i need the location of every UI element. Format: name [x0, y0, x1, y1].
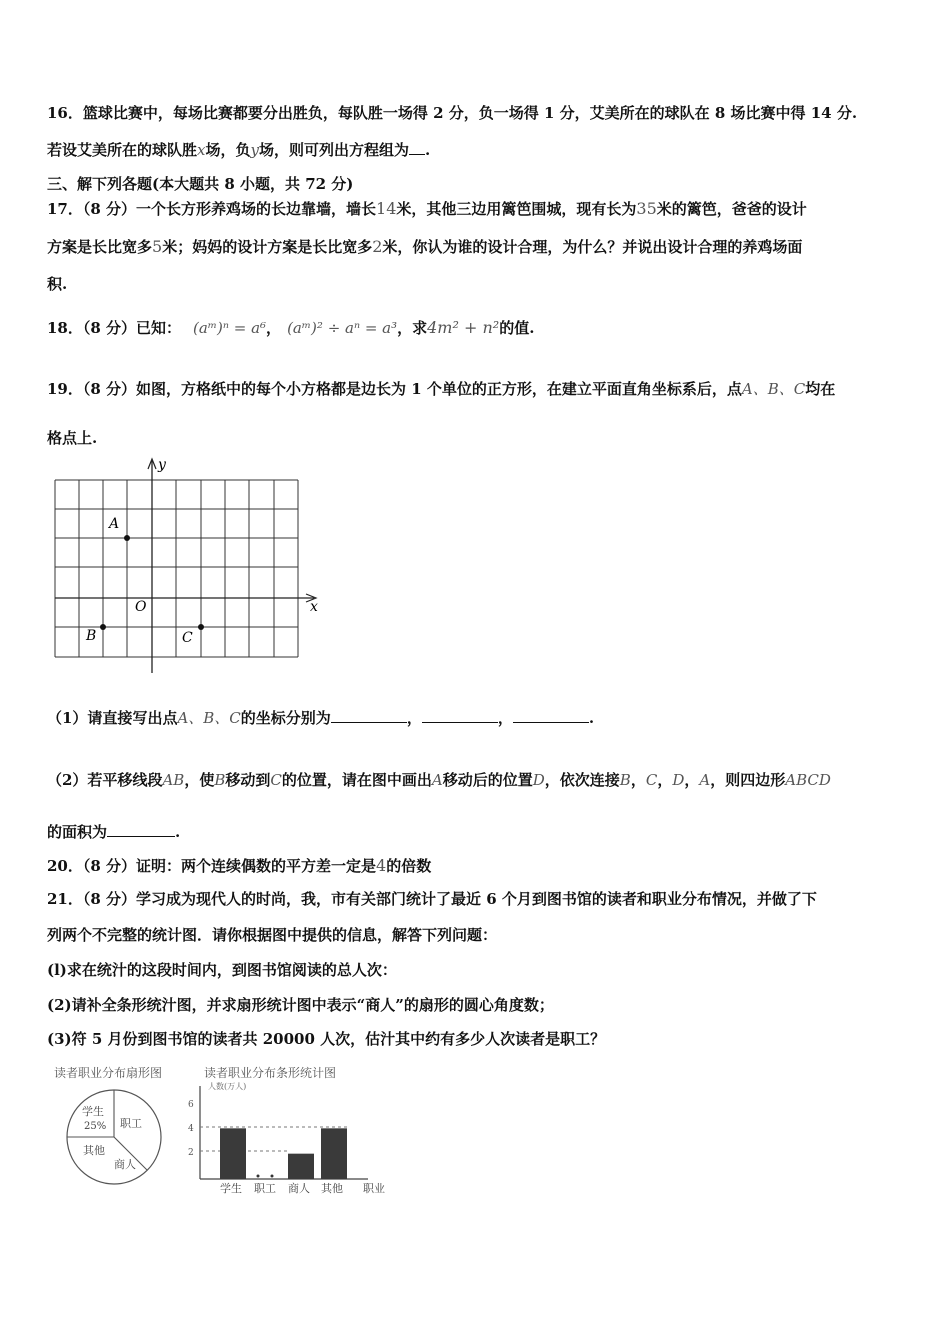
q19-text: 的位置，请在图中画出: [281, 771, 432, 789]
q17-text: 米；妈妈的设计方案是长比宽多: [162, 238, 373, 256]
q19-text: ，: [497, 709, 513, 727]
answer-blank-b[interactable]: [422, 708, 498, 723]
q18-text: 的值.: [499, 319, 535, 337]
q19-text: ，使: [184, 771, 215, 789]
num-14: 14: [376, 199, 397, 218]
q17-text: 米，你认为谁的设计合理，为什么？并说出设计合理的养鸡场面: [382, 238, 803, 256]
q19-line1: [47, 379, 835, 399]
q19-text: .: [588, 709, 595, 727]
point-b: [100, 624, 106, 630]
q19-part2-line2: [47, 822, 180, 842]
q21-part2: (2)请补全条形统汁图，并求扇形统计图中表示“商人”的扇形的圆心角度数；: [47, 996, 554, 1014]
q19-text: ，: [657, 771, 673, 789]
pie-label-other: 其他: [83, 1144, 105, 1157]
q19-part2: [47, 770, 831, 790]
q19-text: .: [175, 823, 181, 841]
var-y: y: [250, 141, 259, 159]
equation-2: (aᵐ)² ÷ aⁿ = a³: [287, 319, 398, 337]
q19-text: （2）若平移线段: [47, 771, 163, 789]
origin-label: O: [135, 599, 147, 615]
answer-blank-a[interactable]: [331, 708, 407, 723]
q19-text: （1）请直接写出点: [47, 709, 178, 727]
answer-blank-area[interactable]: [107, 822, 175, 837]
equation-1: (aᵐ)ⁿ = a⁶: [193, 319, 267, 337]
point-b-label: B: [86, 628, 97, 644]
q17-line2: [47, 237, 802, 257]
answer-blank[interactable]: [409, 140, 425, 155]
num-4: 4: [376, 856, 387, 875]
q19-text: 均在: [805, 380, 836, 398]
bar-cat-student: 学生: [220, 1182, 242, 1195]
q17-line3: 积.: [47, 275, 68, 293]
pie-label-merchant: 商人: [114, 1158, 136, 1171]
statistics-figures: [48, 1058, 398, 1198]
var-b: B: [214, 771, 226, 789]
q20-text: 20．（8 分）证明：两个连续偶数的平方差一定是: [47, 857, 377, 875]
q19-line2: 格点上.: [47, 429, 98, 447]
section-heading: 三、解下列各题(本大题共 8 小题，共 72 分): [47, 175, 354, 193]
q18-text: 18．（8 分）已知：: [47, 319, 182, 337]
q19-text: 的坐标分别为: [240, 709, 331, 727]
q21-line1: 21．（8 分）学习成为现代人的时尚，我，市有关部门统计了最近 6 个月到图书馆的读者和职业分布情况，并做了下: [47, 890, 817, 908]
coordinate-grid-figure: [48, 455, 328, 677]
segment-ab: AB: [162, 771, 185, 789]
q17-line1: [47, 199, 807, 219]
points-abc: A、B、C: [177, 709, 241, 727]
point-a: [124, 535, 130, 541]
q19-text: ，: [406, 709, 422, 727]
var-c: C: [270, 771, 282, 789]
bar-chart: [188, 1065, 385, 1195]
num-2: 2: [372, 237, 383, 256]
point-c-label: C: [182, 630, 193, 646]
q16-line2: [47, 140, 430, 160]
q16-text: 若设艾美所在的球队胜: [47, 141, 198, 159]
point-c: [198, 624, 204, 630]
x-label: x: [310, 599, 318, 615]
bar-student: [220, 1128, 246, 1179]
bar-cat-merchant: 商人: [288, 1182, 310, 1195]
q20-text: 的倍数: [386, 857, 432, 875]
answer-blank-c[interactable]: [513, 708, 589, 723]
bar-merchant: [288, 1154, 314, 1179]
bar-other: [321, 1128, 347, 1179]
q19-part1: [47, 708, 594, 728]
y-label: y: [158, 457, 166, 473]
var-a: A: [699, 771, 711, 789]
var-d: D: [532, 771, 545, 789]
bar-title: 读者职业分布条形统计图: [204, 1066, 337, 1080]
q19-text: ，则四边形: [710, 771, 786, 789]
pie-label-student: 学生: [82, 1105, 104, 1118]
q19-text: ，: [630, 771, 646, 789]
var-a: A: [431, 771, 443, 789]
q19-text: 19．（8 分）如图，方格纸中的每个小方格都是边长为 1 个单位的正方形，在建立平面直角坐标系后，点: [47, 380, 742, 398]
q21-line2: 列两个不完整的统计图．请你根据图中提供的信息，解答下列问题：: [47, 926, 498, 944]
points-abc: A、B、C: [741, 380, 806, 398]
quad-abcd: ABCD: [785, 771, 831, 789]
expression: 4m² + n²: [427, 318, 500, 337]
q18-text: ，求: [397, 319, 428, 337]
q19-text: 的面积为: [47, 823, 108, 841]
bar-ytick-2: 2: [188, 1148, 194, 1158]
pie-label-student-pct: 25%: [84, 1121, 107, 1132]
q19-text: 移动到: [225, 771, 271, 789]
bar-ytick-4: 4: [188, 1124, 194, 1134]
q17-text: 17．（8 分）一个长方形养鸡场的长边靠墙，墙长: [47, 200, 377, 218]
q17-text: 米的篱笆，爸爸的设计: [656, 200, 807, 218]
q18-text: ，: [266, 319, 282, 337]
q16-line1: 16．篮球比赛中，每场比赛都要分出胜负，每队胜一场得 2 分，负一场得 1 分，艾美所在的球队在 8 场比赛中得 14 分.: [47, 104, 858, 122]
bar-ytick-6: 6: [188, 1100, 194, 1110]
q21-part1: (l)求在统汁的这段时间内，到图书馆阅读的总人次：: [47, 961, 397, 979]
q19-text: 移动后的位置: [442, 771, 533, 789]
var-c: C: [645, 771, 658, 789]
num-5: 5: [152, 237, 163, 256]
bar-worker-missing-marker: [257, 1175, 260, 1178]
var-d: D: [672, 771, 685, 789]
q17-text: 米，其他三边用篱笆围城，现有长为: [396, 200, 637, 218]
pie-chart: [54, 1065, 162, 1184]
point-a-label: A: [109, 516, 120, 532]
q17-text: 方案是长比宽多: [47, 238, 153, 256]
var-x: x: [197, 141, 206, 159]
bar-cat-worker: 职工: [254, 1182, 276, 1195]
bar-cat-other: 其他: [321, 1182, 343, 1195]
num-35: 35: [636, 199, 657, 218]
q19-text: ，依次连接: [544, 771, 620, 789]
q16-text: .: [425, 141, 431, 159]
q16-text: 场，则可列出方程组为: [258, 141, 409, 159]
q18-line: [47, 318, 534, 338]
q19-text: ，: [684, 771, 700, 789]
pie-title: 读者职业分布扇形图: [54, 1066, 163, 1080]
q21-part3: (3)符 5 月份到图书馆的读者共 20000 人次，估汁其中约有多少人次读者是职工？: [47, 1030, 606, 1048]
bar-worker-missing-marker: [271, 1175, 274, 1178]
q20-line: [47, 856, 431, 876]
pie-label-worker: 职工: [120, 1117, 142, 1130]
bar-xlabel: 职业: [363, 1182, 385, 1195]
q16-text: 场，负: [205, 141, 251, 159]
var-b: B: [619, 771, 631, 789]
bar-ylabel: 人数(万人): [208, 1082, 247, 1091]
